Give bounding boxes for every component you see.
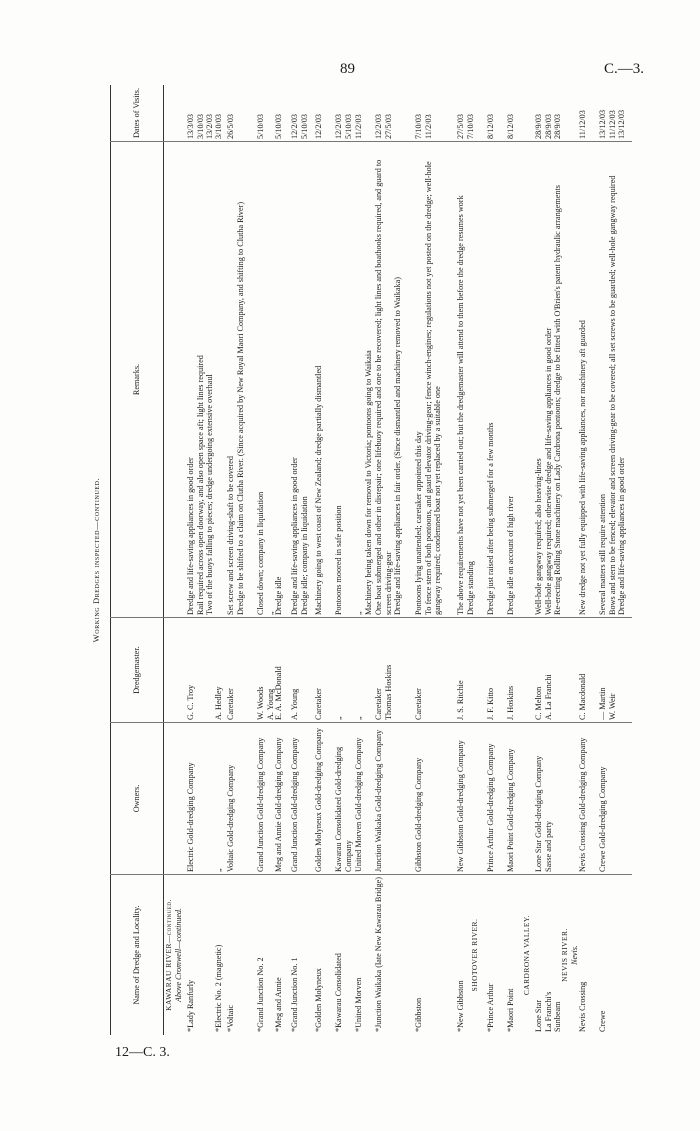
dredge-name: Lone Star La Franchi's Sunbeam <box>534 991 563 1032</box>
dredge-name: *United Morven <box>354 977 363 1032</box>
remarks: „ Machinery being taken down for removal to Victoria; pontoons going to Waikaia <box>354 350 373 615</box>
dredge-name: *Lady Ranfurly <box>186 979 195 1032</box>
section-subheading: Above Cromwell—continued. <box>174 908 183 1002</box>
owners: Kawarau Consolidated Gold-dredging Company <box>334 746 353 872</box>
owners: Golden Molyneux Gold-dredging Company <box>314 728 323 872</box>
owners: Grand Junction Gold-dredging Company <box>290 737 299 872</box>
visit-dates: 5/10/03 <box>256 113 265 139</box>
dredgemaster: — Martin W. Weir <box>598 687 617 720</box>
header-owners: Owners. <box>111 723 163 875</box>
dredgemaster: J. F. Kitto <box>486 687 495 720</box>
owners: Voltaic Gold-dredging Company <box>226 764 235 872</box>
visit-dates: 12/2/03 27/5/03 <box>374 113 393 139</box>
table-body <box>164 85 632 1035</box>
section-heading: SHOTOVER RIVER. <box>470 918 479 992</box>
dredgemaster: Caretaker <box>226 688 235 720</box>
visit-dates: 7/10/03 11/2/03 <box>414 113 433 139</box>
header-remarks: Remarks. <box>111 142 163 618</box>
visit-dates: 11/2/03 <box>354 114 363 139</box>
section-subheading: Nevis. <box>570 945 579 965</box>
dredgemaster: A. Young <box>290 688 299 720</box>
dredge-name: *Gibbston <box>414 997 423 1032</box>
dredge-name: *Maori Point <box>506 988 515 1032</box>
dredge-name: *New Gibbston <box>456 980 465 1032</box>
dredgemaster: E. A. McDonald <box>274 666 283 720</box>
dredgemaster: J. Hoskins <box>506 685 515 720</box>
visit-dates: 27/5/03 7/10/03 <box>456 113 475 139</box>
section-heading: NEVIS RIVER. <box>560 928 569 982</box>
footer-signature: 12—C. 3. <box>115 1045 170 1060</box>
remarks: The above requirements have not yet been carried out; but the dredgemaster will attend to them before the dredge resumes work Dredge standing <box>456 195 475 615</box>
remarks: Dredge and life-saving appliances in good order Rail required across open doorway, and also open space aft; light lines required Two of the buoys falling to pieces; dredge undergoing extensive overhaul <box>186 355 215 615</box>
owners: Electric Gold-dredging Company <box>186 762 195 872</box>
owners: Nevis Crossing Gold-dredging Company <box>578 737 587 872</box>
owners: Prince Arthur Gold-dredging Company <box>486 743 495 872</box>
remarks: Well-hole gangway required; also heaving-lines Well-hole gangway required; otherwise dredge and life-saving appliances in good order Re-erecting Rolling Stone machinery on Lady Cardrona pontoons; dredge to be fitted with O'Brien's patent hydraulic arrangements <box>534 185 563 615</box>
dredgemaster: „ <box>334 716 343 720</box>
remarks: Dredge idle on account of high river <box>506 495 515 615</box>
remarks: Closed down; company in liquidation „ <box>256 491 275 615</box>
owners: United Morven Gold-dredging Company <box>354 737 363 872</box>
remarks: Dredge idle <box>274 576 283 615</box>
dredge-name: *Kawarau Consolidated <box>334 953 343 1032</box>
dredgemaster: Caretaker <box>314 688 323 720</box>
remarks: Pontoons lying unattended; caretaker appointed this day To fence stern of both pontoons, and guard elevator driving-gear; fence winch-engines; regulations not yet posted on the dredge; well-hole gangway required; condemned boat not yet replaced by a suitable one <box>414 161 443 615</box>
remarks: Machinery going to west coast of New Zealand; dredge partially dismantled <box>314 365 323 615</box>
dredgemaster: G. C. Troy <box>186 684 195 720</box>
remarks: One boat submerged and other in disrepair; one lifebuoy required and one to be recovered; light lines and boathooks required, and guard to screen driving-gear Dredge and life-saving appliances in fair order. (Since dismantled and machinery removed to Waikaka) <box>374 159 403 615</box>
dredge-name: *Prince Arthur <box>486 983 495 1032</box>
owners: Lone Star Gold-dredging Company Sasse and party <box>534 755 553 872</box>
visit-dates: 5/10/03 <box>274 113 283 139</box>
owners: Gibbston Gold-dredging Company <box>414 757 423 872</box>
visit-dates: 11/12/03 <box>578 110 587 139</box>
section-heading: CARDRONA VALLEY. <box>522 914 531 996</box>
visit-dates: 12/2/03 <box>314 113 323 139</box>
visit-dates: 13/3/03 3/10/03 13/2/03 <box>186 113 215 139</box>
remarks: Several matters still require attention Bows and stern to be fenced; elevator and screen driving-gear to be covered; all set screws to be guarded; well-hole gangway required Dredge and life-saving appliances in good order <box>598 175 627 615</box>
owners: „ <box>214 868 223 872</box>
remarks: Pontoons moored in safe position <box>334 505 343 615</box>
section-heading: KAWARAU RIVER—continued. <box>164 899 173 1011</box>
dredge-name: *Grand Junction No. 1 <box>290 957 299 1032</box>
remarks: New dredge not yet fully equipped with life-saving appliances, nor machinery aft guarded <box>578 320 587 615</box>
dredgemaster: W. Woods A. Young <box>256 686 275 720</box>
owners: Crewe Gold-dredging Company <box>598 766 607 872</box>
dredgemaster: J. S. Ritchie <box>456 680 465 720</box>
dredge-name: *Meg and Annie <box>274 977 283 1032</box>
owners: Maori Point Gold-dredging Company <box>506 748 515 872</box>
dredge-name: *Voltaic <box>226 1004 235 1032</box>
dredgemaster: C. Macdonald <box>578 673 587 720</box>
header-dredgemaster: Dredgemaster. <box>111 618 163 723</box>
dredges-table <box>92 85 632 1035</box>
visit-dates: 3/10/03 <box>214 113 223 139</box>
dredge-name: *Golden Molyneux <box>314 968 323 1032</box>
page-number: 89 <box>340 61 355 77</box>
dredgemaster: Caretaker Thomas Hoskins <box>374 664 393 720</box>
dredge-name: *Junction Waikaka (late New Kawarau Bridge) <box>374 877 383 1032</box>
visit-dates: 28/9/03 28/9/03 28/9/03 <box>534 113 563 139</box>
visit-dates: 13/12/03 11/12/03 13/12/03 <box>598 109 627 139</box>
owners: Junction Waikaka Gold-dredging Company <box>374 729 383 872</box>
dredge-name: *Grand Junction No. 2 <box>256 957 265 1032</box>
dredgemaster: C. Melton A. La Franchi <box>534 674 553 720</box>
dredge-name: *Electric No. 2 (magnetic) <box>214 944 223 1032</box>
visit-dates: 8/12/03 <box>506 113 515 139</box>
visit-dates: 8/12/03 <box>486 113 495 139</box>
owners: New Gibbston Gold-dredging Company <box>456 740 465 872</box>
remarks: Dredge just raised after being submerged for a few months <box>486 422 495 615</box>
document-reference: C.—3. <box>604 61 645 77</box>
remarks: Set screw and screen driving-shaft to be covered Dredge to be shifted to a claim on Clutha River. (Since acquired by New Royal Maori Company, and shifting to Clutha River) <box>226 201 245 615</box>
visit-dates: 12/2/03 5/10/03 <box>290 113 309 139</box>
owners: Meg and Annie Gold-dredging Company <box>274 737 283 872</box>
visit-dates: 26/5/03 <box>226 113 235 139</box>
table-header <box>110 85 164 1035</box>
dredgemaster: „ <box>354 716 363 720</box>
dredgemaster: Caretaker <box>414 688 423 720</box>
table-title: Working Dredges inspected—continued. <box>91 477 101 643</box>
dredge-name: Crewe <box>598 1010 607 1032</box>
dredgemaster: A. Hedley <box>214 686 223 720</box>
dredge-name: Nevis Crossing <box>578 981 587 1032</box>
header-dates: Dates of Visits. <box>111 85 163 142</box>
visit-dates: 12/2/03 5/10/03 <box>334 113 353 139</box>
remarks: Dredge and life-saving appliances in good order Dredge idle; company in liquidation <box>290 457 309 615</box>
owners: Grand Junction Gold-dredging Company <box>256 737 265 872</box>
header-name: Name of Dredge and Locality. <box>132 905 142 1005</box>
